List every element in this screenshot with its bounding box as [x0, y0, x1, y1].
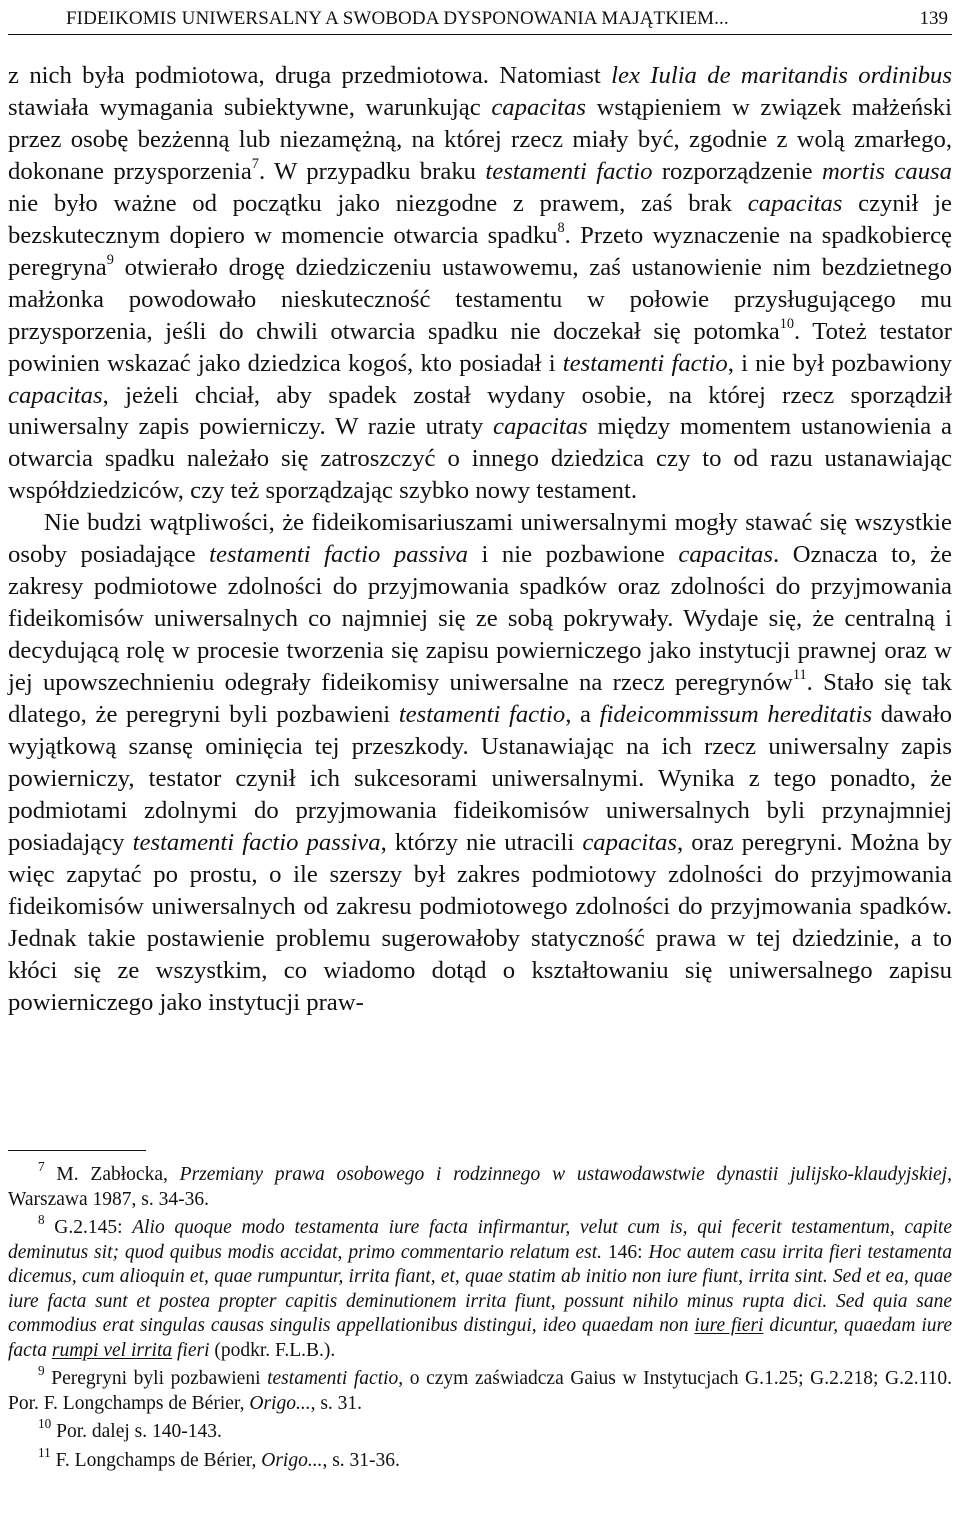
running-title: FIDEIKOMIS UNIWERSALNY A SWOBODA DYSPONOWANIA MAJĄTKIEM... — [66, 8, 729, 29]
footnote-ref-11[interactable]: 11 — [792, 667, 807, 684]
page-number: 139 — [919, 8, 948, 29]
footnote-7: $^7$ M. Zabłocka, Przemiany prawa osobowego i rodzinnego w ustawodawstwie dynastii julijsko-klaudyjskiej, Warszawa 1987, s. 34-36. — [8, 1159, 952, 1210]
footnote-ref-8[interactable]: 8 — [557, 220, 565, 237]
footnote-ref-7[interactable]: 7 — [251, 156, 259, 173]
paragraph-2: Nie budzi wątpliwości, że fideikomisariuszami uniwersalnymi mogły stawać się wszystkie osoby posiadające testamenti factio passiva i nie pozbawione capacitas. Oznacza to, że zakresy podmiotowe zdolności do przyjmowania spadków oraz zdolności do przyjmowania fideikomisów uniwersalnych co najmniej się ze sobą pokrywały. Wydaje się, że centralną i decydującą rolę w procesie tworzenia się zapisu powierniczego jako instytucji prawnej oraz w jej upowszechnieniu odegrały fideikomisy uniwersalne na rzecz peregrynów$^{11}$. Stało się tak dlatego, że peregryni byli pozbawieni testamenti factio, a fideicommissum hereditatis dawało wyjątkową szansę ominięcia tej przeszkody. Ustanawiając na ich rzecz uniwersalny zapis powierniczy, testator czynił ich sukcesorami uniwersalnymi. Wynika z tego ponadto, że podmiotami zdolnymi do przyjmowania fideikomisów uniwersalnych byli przynajmniej posiadający testamenti factio passiva, którzy nie utracili capacitas, oraz peregryni. Można by więc zapytać po prostu, o ile szerszy był zakres podmiotowy zdolności do przyjmowania fideikomisów uniwersalnych od zakresu podmiotowego zdolności do przyjmowania spadków. Jednak takie postawienie problemu sugerowałoby statyczność prawa w tej dziedzinie, a to kłóci się ze wszystkim, co wiadomo dotąd o kształtowaniu się uniwersalnego zapisu powierniczego jako instytucji praw- — [8, 509, 953, 1016]
footnote-11: $^{11}$ F. Longchamps de Bérier, Origo..., s. 31-36. — [38, 1444, 400, 1471]
footnote-ref-9[interactable]: 9 — [106, 252, 114, 269]
footnote-9: $^9$ Peregryni byli pozbawieni testamenti factio, o czym zaświadcza Gaius w Instytucjach G.1.25; G.2.218; G.2.110. Por. F. Longchamps de Bérier, Origo..., s. 31. — [8, 1363, 953, 1414]
running-header — [8, 4, 952, 35]
footnote-10: $^{10}$ Por. dalej s. 140-143. — [38, 1416, 222, 1442]
footnote-separator — [8, 1150, 146, 1151]
paragraph-1: z nich była podmiotowa, druga przedmiotowa. Natomiast lex Iulia de maritandis ordinibus stawiała wymagania subiektywne, warunkując capacitas wstąpieniem w związek małżeński przez osobę bezżenną lub niezamężną, na której rzecz miały być, zgodnie z wolą zmarłego, dokonane przysporzenia$^7$. W przypadku braku testamenti factio rozporządzenie mortis causa nie było ważne od początku jako niezgodne z prawem, zaś brak capacitas czynił je bezskutecznym dopiero w momencie otwarcia spadku$^8$. Przeto wyznaczenie na spadkobiercę peregryna$^9$ otwierało drogę dziedziczeniu ustawowemu, zaś ustanowienie nim bezdzietnego małżonka powodowało nieskuteczność testamentu w połowie przysługującego mu przysporzenia, jeśli do chwili otwarcia spadku nie doczekał się potomka$^{10}$. Toteż testator powinien wskazać jako dziedzica kogoś, kto posiadał i testamenti factio, i nie był pozbawiony capacitas, jeżeli chciał, aby spadek został wydany osobie, na której rzecz sporządził uniwersalny zapis powierniczy. W razie utraty capacitas między momentem ustanowienia a otwarcia spadku należało się zatroszczyć o innego dziedzica czy to od razu ustanawiając współdziedziców, czy też sporządzając szybko nowy testament. — [8, 62, 953, 505]
footnote-8: $^8$ G.2.145: Alio quoque modo testamenta iure facta infirmantur, velut cum is, qui fecerit testamentum, capite deminutus sit; quod quibus modis accidat, primo commentario relatum est. 146: Hoc autem casu irrita fieri testamenta dicemus, cum alioquin et, quae rumpuntur, irrita fiant, et, quae statim ab initio non iure fiunt, irrita sint. Sed et ea, quae iure facta sunt et postea propter capitis deminutionem irrita fiunt, possunt nihilo minus rupta dici. Sed quia sane commodius erat singulas causas singulis appellationibus distingui, ideo quaedam non iure fieri dicuntur, quaedam iure facta rumpi vel irrita fieri (podkr. F.L.B.). — [8, 1212, 953, 1361]
main-text — [8, 60, 952, 1019]
footnote-ref-10[interactable]: 10 — [779, 315, 795, 332]
footnotes — [8, 1159, 953, 1473]
